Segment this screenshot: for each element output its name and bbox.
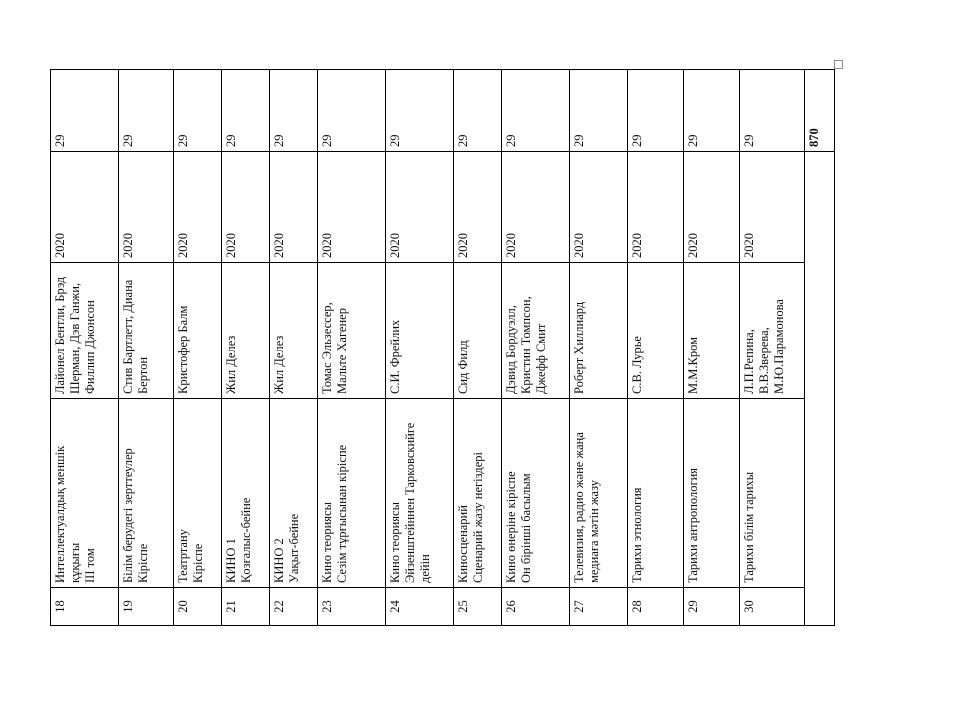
author-cell: Жил Делез: [222, 263, 270, 399]
book-title-line: Он бірінші басылым: [518, 473, 533, 583]
quantity-cell: 29: [318, 70, 386, 152]
empty-cell: [805, 152, 835, 626]
quantity-cell: 29: [386, 70, 454, 152]
author-cell: Дэвид Бордуэлл, Кристин Томпсон, Джефф Смит: [502, 263, 570, 399]
table-row: [570, 70, 628, 626]
row-number-cell: 24: [386, 588, 454, 626]
table-row: [318, 70, 386, 626]
table-row: [51, 70, 119, 626]
author-cell: М.М.Кром: [684, 263, 740, 399]
author-cell: Лайонел Бентли, Брэд Шерман, Дэв Ганжи, Филлип Джонсон: [51, 263, 119, 399]
book-title-cell: [51, 399, 119, 588]
book-title-line: Қозғалыс-бейне: [238, 497, 253, 583]
row-number-cell: 29: [684, 588, 740, 626]
quantity-cell: 29: [454, 70, 502, 152]
book-list-table: [50, 69, 835, 626]
book-title-line: Тарихи білім тарихы: [742, 471, 756, 583]
book-title-line: Білім берудегі зерттеулер: [121, 448, 135, 583]
book-title-cell: [386, 399, 454, 588]
row-number-cell: 27: [570, 588, 628, 626]
year-cell: 2020: [270, 152, 318, 263]
book-title-line: Уақыт-бейне: [286, 513, 301, 583]
book-title-line: Тарихи антропология: [686, 467, 700, 583]
author-cell: Сид Филд: [454, 263, 502, 399]
table-row: [740, 70, 805, 626]
book-title-line: Эйзенштейннен Тарковскийге дейін: [402, 422, 432, 583]
year-cell: 2020: [502, 152, 570, 263]
row-number-cell: 21: [222, 588, 270, 626]
author-cell: Стив Бартлетт, Диана Бертон: [119, 263, 174, 399]
author-cell: Жил Делез: [270, 263, 318, 399]
quantity-cell: 29: [740, 70, 805, 152]
row-number-cell: 30: [740, 588, 805, 626]
row-number-cell: 26: [502, 588, 570, 626]
year-cell: 2020: [386, 152, 454, 263]
book-title-cell: [570, 399, 628, 588]
table-row: [502, 70, 570, 626]
year-cell: 2020: [570, 152, 628, 263]
quantity-cell: 29: [270, 70, 318, 152]
book-title-cell: [119, 399, 174, 588]
quantity-cell: 29: [628, 70, 684, 152]
quantity-cell: 29: [51, 70, 119, 152]
table-row: [454, 70, 502, 626]
book-title-line: КИНО 2: [272, 538, 286, 583]
author-cell: Кристофер Балм: [174, 263, 222, 399]
book-title-cell: [454, 399, 502, 588]
year-cell: 2020: [119, 152, 174, 263]
table-row: [270, 70, 318, 626]
quantity-cell: 29: [222, 70, 270, 152]
table-row: [386, 70, 454, 626]
book-title-cell: [740, 399, 805, 588]
table-row: [684, 70, 740, 626]
year-cell: 2020: [222, 152, 270, 263]
row-number-cell: 22: [270, 588, 318, 626]
quantity-cell: 29: [119, 70, 174, 152]
year-cell: 2020: [174, 152, 222, 263]
book-title-line: Кіріспе: [190, 543, 205, 583]
book-title-line: Киносценарий: [456, 505, 470, 583]
quantity-cell: 29: [174, 70, 222, 152]
year-cell: 2020: [454, 152, 502, 263]
table-row: [222, 70, 270, 626]
book-title-line: Интеллектуалдық меншік құқығы: [53, 445, 82, 583]
year-cell: 2020: [740, 152, 805, 263]
table-body: [51, 70, 835, 626]
book-title-line: Кіріспе: [135, 543, 150, 583]
table-row: [628, 70, 684, 626]
table-row: [174, 70, 222, 626]
row-number-cell: 25: [454, 588, 502, 626]
author-cell: С.В. Лурье: [628, 263, 684, 399]
author-cell: Роберт Хиллиард: [570, 263, 628, 399]
book-title-cell: [174, 399, 222, 588]
total-value-cell: 870: [805, 70, 835, 152]
author-cell: Л.П.Репина, В.В.Зверева, М.Ю.Парамонова: [740, 263, 805, 399]
year-cell: 2020: [684, 152, 740, 263]
year-cell: 2020: [628, 152, 684, 263]
year-cell: 2020: [318, 152, 386, 263]
row-number-cell: 20: [174, 588, 222, 626]
book-title-line: Сезім тұрғысынан кіріспе: [334, 444, 349, 583]
author-cell: С.И. Фрейлих: [386, 263, 454, 399]
book-title-line: Телевизия, радио және жаңа медиаға мәтін жазу: [572, 432, 601, 583]
table-row: [119, 70, 174, 626]
book-title-cell: [222, 399, 270, 588]
total-row: [805, 70, 835, 626]
row-number-cell: 18: [51, 588, 119, 626]
resize-handle-marker: [834, 60, 843, 69]
book-title-cell: [270, 399, 318, 588]
quantity-cell: 29: [502, 70, 570, 152]
book-title-line: КИНО 1: [224, 538, 238, 583]
book-title-line: Кино теориясы: [320, 502, 334, 583]
book-title-cell: [628, 399, 684, 588]
book-title-cell: [502, 399, 570, 588]
quantity-cell: 29: [684, 70, 740, 152]
book-title-line: Сценарий жазу негіздері: [470, 452, 485, 583]
row-number-cell: 28: [628, 588, 684, 626]
author-cell: Томас Эльзессер, Мальте Хагенер: [318, 263, 386, 399]
quantity-cell: 29: [570, 70, 628, 152]
row-number-cell: 19: [119, 588, 174, 626]
book-title-line: Кино теориясы: [388, 502, 402, 583]
book-title-cell: [318, 399, 386, 588]
book-title-line: Тарихи этнология: [630, 487, 644, 583]
book-title-line: Кино өнеріне кіріспе: [504, 471, 518, 583]
book-title-cell: [684, 399, 740, 588]
rotated-table-container: [50, 70, 830, 626]
year-cell: 2020: [51, 152, 119, 263]
row-number-cell: 23: [318, 588, 386, 626]
book-title-line: Театртану: [176, 529, 190, 583]
book-title-line: III том: [82, 548, 97, 583]
